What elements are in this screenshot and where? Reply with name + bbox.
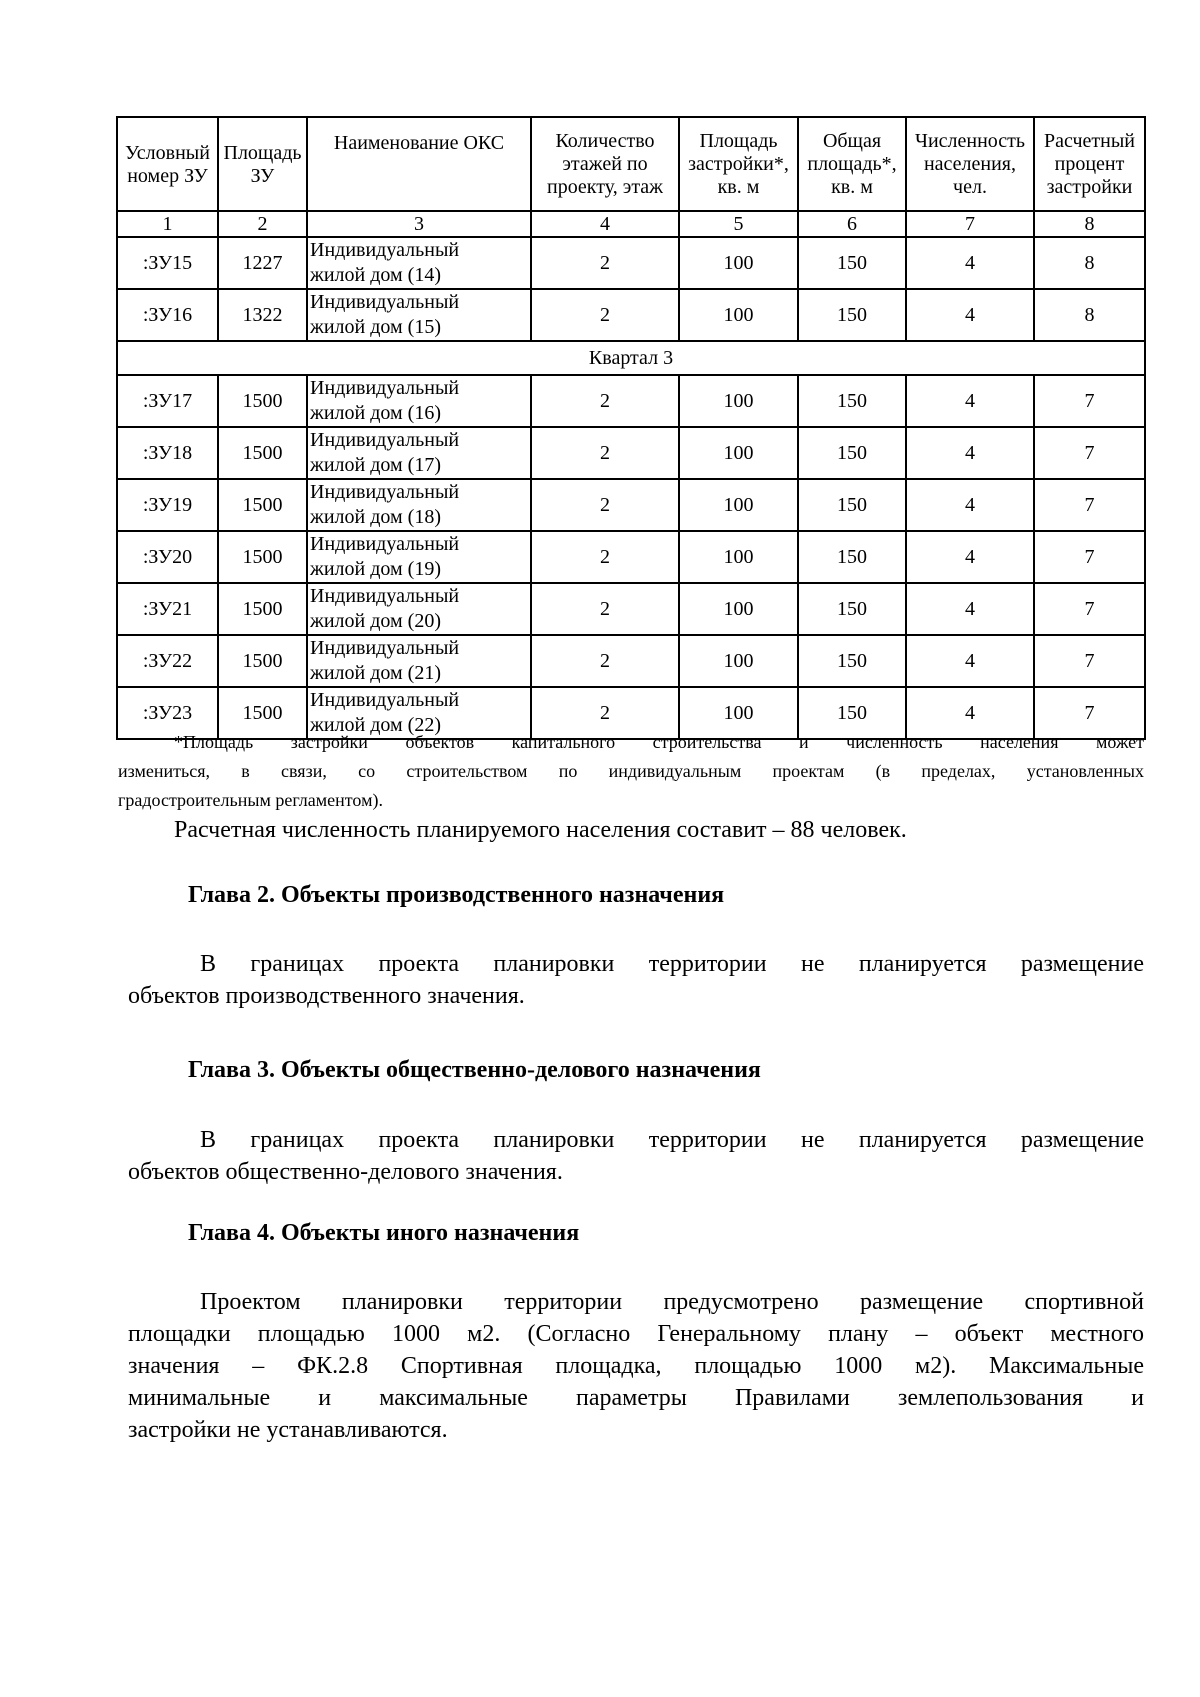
cell-build-percent: 8 — [1034, 289, 1145, 341]
cell-plot-area: 1322 — [218, 289, 307, 341]
footnote-line: измениться, в связи, со строительством по индивидуальным проектам (в пределах, установленных — [118, 761, 1144, 781]
paragraph-line: минимальные и максимальные параметры Правилами землепользования и — [128, 1385, 1144, 1411]
table-row — [117, 237, 1145, 289]
header-floors: Количество этажей по проекту, этаж — [531, 117, 679, 211]
cell-plot-area: 1500 — [218, 427, 307, 479]
header-plot-area: Площадь ЗУ — [218, 117, 307, 211]
cell-build-percent: 7 — [1034, 375, 1145, 427]
cell-plot-number: :ЗУ18 — [117, 427, 218, 479]
cell-building-area: 100 — [679, 237, 798, 289]
cell-population: 4 — [906, 479, 1034, 531]
table-row — [117, 427, 1145, 479]
cell-object-name: Индивидуальный жилой дом (16) — [307, 375, 531, 427]
cell-floors: 2 — [531, 583, 679, 635]
chapter-3-text — [128, 1124, 1144, 1188]
paragraph-line: В границах проекта планировки территории не планируется размещение — [200, 1127, 1144, 1153]
paragraph-line: В границах проекта планировки территории не планируется размещение — [200, 951, 1144, 977]
table-row — [117, 479, 1145, 531]
cell-object-name: Индивидуальный жилой дом (21) — [307, 635, 531, 687]
chapter-3-title: Глава 3. Объекты общественно-делового назначения — [188, 1057, 761, 1083]
cell-object-name: Индивидуальный жилой дом (18) — [307, 479, 531, 531]
cell-building-area: 100 — [679, 427, 798, 479]
cell-total-area: 150 — [798, 289, 906, 341]
header-build-percent: Расчетный процент застройки — [1034, 117, 1145, 211]
cell-floors: 2 — [531, 289, 679, 341]
cell-build-percent: 7 — [1034, 479, 1145, 531]
cell-plot-number: :ЗУ20 — [117, 531, 218, 583]
cell-building-area: 100 — [679, 531, 798, 583]
footnote-line: градостроительным регламентом). — [118, 790, 383, 810]
cell-floors: 2 — [531, 531, 679, 583]
land-plots-table — [116, 116, 1146, 740]
cell-population: 4 — [906, 635, 1034, 687]
cell-population: 4 — [906, 427, 1034, 479]
cell-plot-area: 1500 — [218, 635, 307, 687]
cell-build-percent: 7 — [1034, 635, 1145, 687]
column-number: 5 — [679, 211, 798, 237]
column-number: 4 — [531, 211, 679, 237]
population-summary: Расчетная численность планируемого населения составит – 88 человек. — [174, 817, 907, 843]
cell-floors: 2 — [531, 635, 679, 687]
cell-population: 4 — [906, 531, 1034, 583]
cell-object-name: Индивидуальный жилой дом (22) — [307, 687, 531, 739]
footnote-line: *Площадь застройки объектов капитального строительства и численность населения может — [174, 732, 1144, 752]
column-number: 1 — [117, 211, 218, 237]
table-row — [117, 531, 1145, 583]
cell-building-area: 100 — [679, 583, 798, 635]
cell-population: 4 — [906, 237, 1034, 289]
cell-floors: 2 — [531, 479, 679, 531]
cell-plot-number: :ЗУ21 — [117, 583, 218, 635]
column-number: 7 — [906, 211, 1034, 237]
cell-plot-area: 1227 — [218, 237, 307, 289]
cell-object-name: Индивидуальный жилой дом (17) — [307, 427, 531, 479]
cell-total-area: 150 — [798, 583, 906, 635]
table-row — [117, 583, 1145, 635]
cell-object-name: Индивидуальный жилой дом (19) — [307, 531, 531, 583]
cell-total-area: 150 — [798, 479, 906, 531]
cell-building-area: 100 — [679, 375, 798, 427]
cell-plot-area: 1500 — [218, 687, 307, 739]
chapter-4-title: Глава 4. Объекты иного назначения — [188, 1220, 580, 1246]
table-header-row — [117, 117, 1145, 211]
cell-floors: 2 — [531, 687, 679, 739]
cell-building-area: 100 — [679, 289, 798, 341]
cell-object-name: Индивидуальный жилой дом (15) — [307, 289, 531, 341]
column-number: 8 — [1034, 211, 1145, 237]
cell-population: 4 — [906, 289, 1034, 341]
column-number-row — [117, 211, 1145, 237]
header-plot-number: Условный номер ЗУ — [117, 117, 218, 211]
cell-plot-number: :ЗУ19 — [117, 479, 218, 531]
cell-population: 4 — [906, 687, 1034, 739]
cell-object-name: Индивидуальный жилой дом (20) — [307, 583, 531, 635]
cell-plot-number: :ЗУ22 — [117, 635, 218, 687]
paragraph-line: Проектом планировки территории предусмотрено размещение спортивной — [200, 1289, 1144, 1315]
paragraph-line: площадки площадью 1000 м2. (Согласно Генеральному плану – объект местного — [128, 1321, 1144, 1347]
chapter-2-title: Глава 2. Объекты производственного назначения — [188, 882, 725, 908]
cell-plot-number: :ЗУ16 — [117, 289, 218, 341]
cell-plot-number: :ЗУ17 — [117, 375, 218, 427]
paragraph-line: значения – ФК.2.8 Спортивная площадка, площадью 1000 м2). Максимальные — [128, 1353, 1144, 1379]
cell-total-area: 150 — [798, 687, 906, 739]
header-total-area: Общая площадь*, кв. м — [798, 117, 906, 211]
paragraph-line: застройки не устанавливаются. — [128, 1417, 448, 1443]
cell-plot-number: :ЗУ23 — [117, 687, 218, 739]
column-number: 3 — [307, 211, 531, 237]
paragraph-line: объектов производственного значения. — [128, 983, 525, 1009]
cell-build-percent: 7 — [1034, 531, 1145, 583]
cell-build-percent: 7 — [1034, 583, 1145, 635]
cell-population: 4 — [906, 583, 1034, 635]
cell-build-percent: 7 — [1034, 427, 1145, 479]
footnote — [118, 728, 1144, 815]
section-label: Квартал 3 — [117, 341, 1145, 375]
cell-plot-area: 1500 — [218, 583, 307, 635]
cell-building-area: 100 — [679, 687, 798, 739]
header-object-name: Наименование ОКС — [307, 117, 531, 211]
cell-total-area: 150 — [798, 237, 906, 289]
header-population: Численность населения, чел. — [906, 117, 1034, 211]
cell-plot-area: 1500 — [218, 479, 307, 531]
cell-object-name: Индивидуальный жилой дом (14) — [307, 237, 531, 289]
paragraph-line: объектов общественно-делового значения. — [128, 1159, 563, 1185]
cell-building-area: 100 — [679, 635, 798, 687]
cell-plot-area: 1500 — [218, 531, 307, 583]
cell-build-percent: 8 — [1034, 237, 1145, 289]
table-row — [117, 375, 1145, 427]
chapter-2-text — [128, 948, 1144, 1012]
table-row — [117, 289, 1145, 341]
section-row-kvartal-3 — [117, 341, 1145, 375]
cell-plot-area: 1500 — [218, 375, 307, 427]
cell-total-area: 150 — [798, 427, 906, 479]
header-building-area: Площадь застройки*, кв. м — [679, 117, 798, 211]
cell-total-area: 150 — [798, 635, 906, 687]
cell-build-percent: 7 — [1034, 687, 1145, 739]
cell-plot-number: :ЗУ15 — [117, 237, 218, 289]
column-number: 2 — [218, 211, 307, 237]
cell-floors: 2 — [531, 237, 679, 289]
cell-building-area: 100 — [679, 479, 798, 531]
table-row — [117, 635, 1145, 687]
cell-population: 4 — [906, 375, 1034, 427]
column-number: 6 — [798, 211, 906, 237]
cell-floors: 2 — [531, 427, 679, 479]
cell-floors: 2 — [531, 375, 679, 427]
cell-total-area: 150 — [798, 531, 906, 583]
cell-total-area: 150 — [798, 375, 906, 427]
chapter-4-text — [128, 1286, 1144, 1446]
